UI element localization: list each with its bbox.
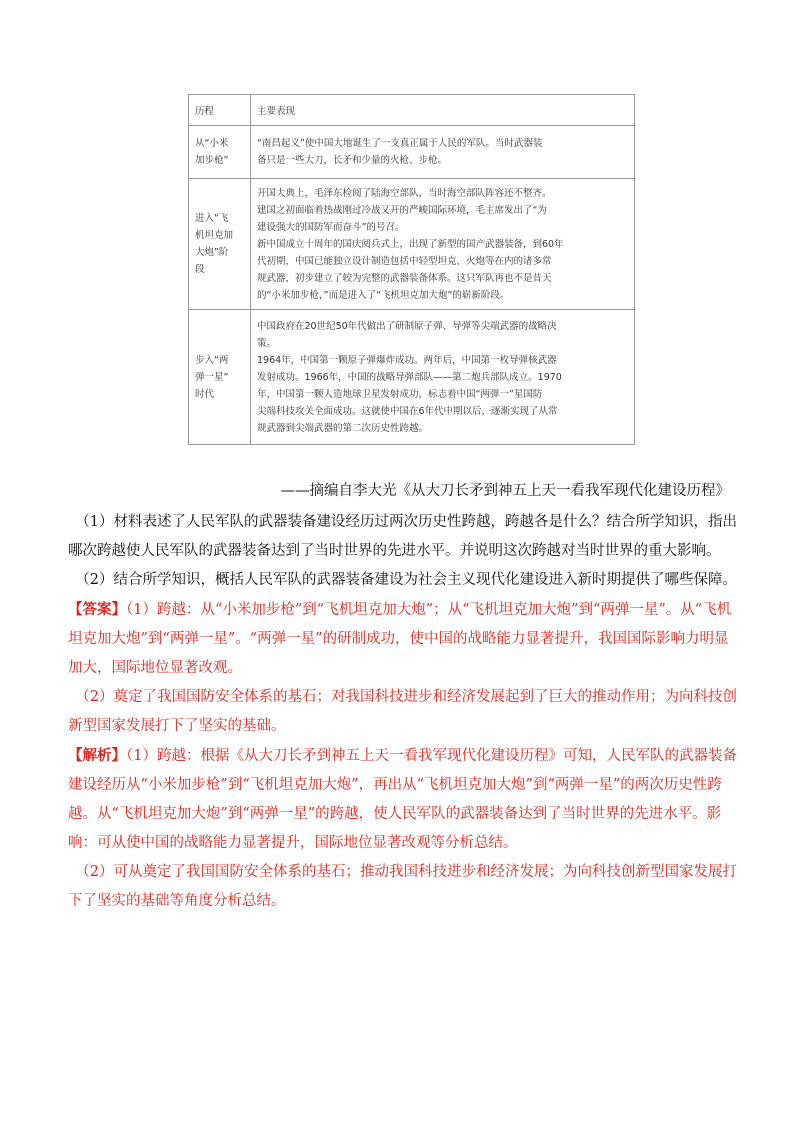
performance-text: 发射成功。1966年，中国的战略导弹部队——第二炮兵部队成立。1970 [257, 371, 562, 383]
table-row [189, 310, 635, 445]
analysis-1 [68, 741, 740, 858]
table-header-stage: 历程 [189, 95, 251, 126]
performance-text: 策。 [257, 337, 277, 349]
stage-text: 步入“两 [195, 354, 229, 366]
analysis-2: （2）可从奠定了我国国防安全体系的基石；推动我国科技进步和经济发展；为向科技创新型国家发展打下了坚实的基础等角度分析总结。 [68, 864, 737, 909]
performance-text: “南昌起义”使中国大地诞生了一支真正属于人民的军队。当时武器装 [257, 138, 543, 149]
performance-text: 备只是一些大刀，长矛和少量的火枪、步枪。 [257, 155, 448, 166]
performance-text: 的“小米加步枪，”而是进入了“飞机坦克加大炮”的崭新阶段。 [257, 289, 510, 301]
answer-2: （2）奠定了我国国防安全体系的基石；对我国科技进步和经济发展起到了巨大的推动作用；为向科技创新型国家发展打下了坚实的基础。 [68, 689, 737, 734]
question-2: （2）结合所学知识，概括人民军队的武器装备建设为社会主义现代化建设进入新时期提供了哪些保障。 [75, 572, 737, 588]
table-row [189, 179, 635, 310]
stage-text: 机坦克加 [195, 230, 234, 241]
stage-text: 大炮”阶 [195, 247, 229, 258]
stage-text: 从“小米 [195, 138, 229, 149]
table-header-performance: 主要表现 [251, 95, 635, 126]
performance-text: 1964年，中国第一颗原子弹爆炸成功。两年后，中国第一枚导弹核武器 [257, 354, 557, 366]
stage-text: 加步枪” [195, 155, 229, 166]
source-material-table [188, 94, 635, 445]
stage-text: 时代 [195, 388, 215, 400]
answer-1-text: （1）跨越：从“小米加步枪”到“飞机坦克加大炮”；从“飞机坦克加大炮”到“两弹一星”。从“飞机坦克加大炮”到“两弹一星”。“两弹一星”的研制成功，使中国的战略能力显著提升，我国国际影响力明显加大，国际地位显著改观。 [68, 602, 732, 676]
performance-cell [251, 126, 635, 179]
stage-text: 进入“飞 [195, 213, 229, 224]
performance-text: 代初期，中国已能独立设计制造包括中轻型坦克、火炮等在内的诸多常 [257, 255, 552, 267]
performance-text: 规武器到尖端武器的第二次历史性跨越。 [257, 422, 429, 434]
performance-text: 中国政府在20世纪50年代做出了研制原子弹、导弹等尖端武器的战略决 [257, 320, 557, 332]
question-answer-block [68, 508, 740, 916]
question-1: （1）材料表述了人民军队的武器装备建设经历过两次历史性跨越，跨越各是什么？结合所学知识，指出哪次跨越使人民军队的武器装备达到了当时世界的先进水平。并说明这次跨越对当时世界的重大影响。 [68, 514, 737, 559]
answer-1 [68, 595, 740, 683]
stage-cell [189, 126, 251, 179]
analysis-tag: 【解析】 [68, 747, 126, 764]
performance-text: 开国大典上，毛泽东检阅了陆海空部队，当时海空部队阵容还不整齐。 [257, 187, 552, 199]
performance-text: 尖端科技攻关全面成功。这就使中国在6年代中期以后，逐渐实现了从常 [257, 405, 558, 417]
performance-cell [251, 179, 635, 310]
stage-text: 弹一星” [195, 371, 229, 383]
performance-text: 新中国成立十周年的国庆阅兵式上，出现了新型的国产武器装备，到60年 [257, 238, 564, 250]
analysis-1-text: （1）跨越：根据《从大刀长矛到神五上天一看我军现代化建设历程》可知，人民军队的武器装备建设经历从“小米加步枪”到“飞机坦克加大炮”，再出从“飞机坦克加大炮”到“两弹一星”的两次历史性跨越。从“飞机坦克加大炮”到“两弹一星”的跨越，使人民军队的武器装备达到了当时世界的先进水平。影响：可从使中国的战略能力显著提升，国际地位显著改观等分析总结。 [68, 748, 737, 851]
stage-cell [189, 179, 251, 310]
answer-tag: 【答案】 [68, 601, 126, 618]
performance-text: 规武器，初步建立了较为完整的武器装备体系。这只军队再也不是昔天 [257, 272, 552, 284]
source-citation: ——摘编自李大光《从大刀长矛到神五上天一看我军现代化建设历程》 [280, 483, 730, 499]
stage-cell [189, 310, 251, 445]
performance-text: 建设强大的国防军而奋斗”的号召。 [257, 221, 405, 233]
stage-text: 段 [195, 264, 205, 275]
performance-text: 年，中国第一颗人造地球卫星发射成功，标志着中国“两弹一”星国防 [257, 388, 543, 400]
source-material-table-container [188, 94, 635, 445]
performance-text: 建国之初面临着热战刚过冷战又开的严峻国际环境，毛主席发出了“为 [257, 204, 547, 216]
table-row [189, 126, 635, 179]
performance-cell [251, 310, 635, 445]
